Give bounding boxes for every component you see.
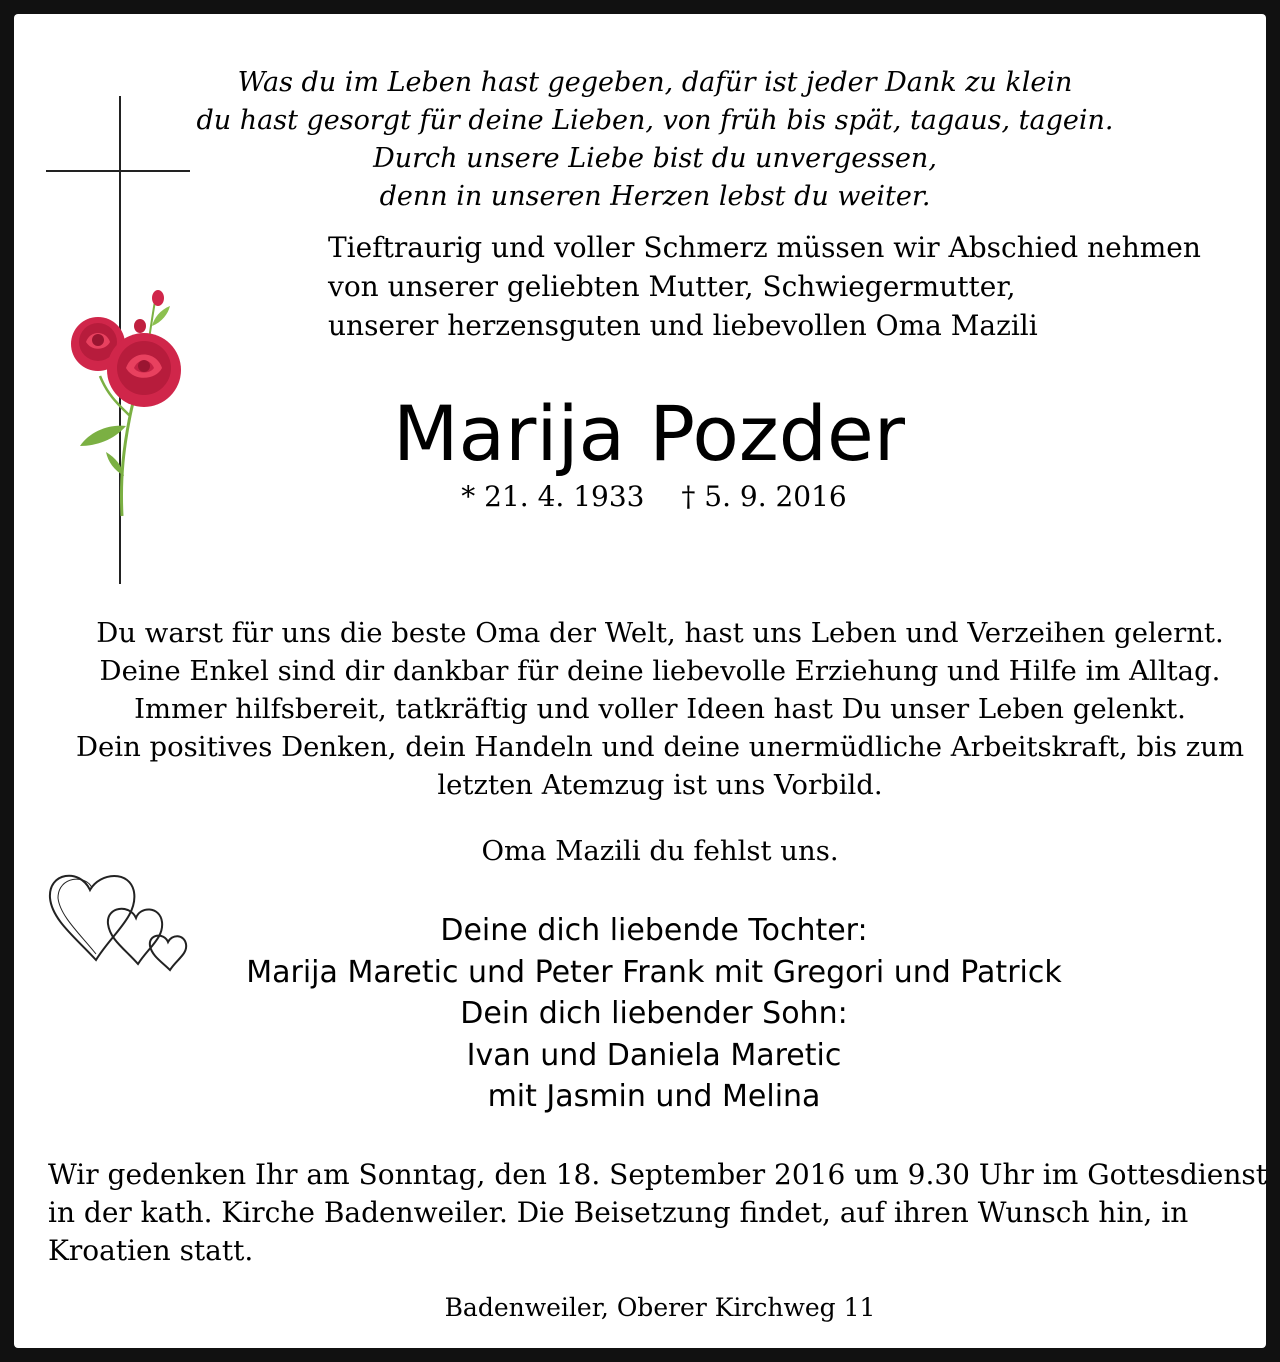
poem-line: denn in unseren Herzen lebst du weiter. xyxy=(379,181,931,212)
tribute-line: Deine Enkel sind dir dankbar für deine liebevolle Erziehung und Hilfe im Alltag. xyxy=(99,655,1221,687)
intro-line: von unserer geliebten Mutter, Schwiegermutter, xyxy=(328,270,1016,303)
intro-line: unserer herzensguten und liebevollen Oma Mazili xyxy=(328,309,1038,342)
family-line: Ivan und Daniela Maretic xyxy=(466,1037,842,1073)
family-line: mit Jasmin und Melina xyxy=(487,1079,821,1114)
family-line: Marija Maretic und Peter Frank mit Gregori und Patrick xyxy=(246,954,1062,990)
tribute-line: Dein positives Denken, dein Handeln und deine unermüdliche Arbeitskraft, bis zum xyxy=(75,731,1245,763)
family-line: Dein dich liebender Sohn: xyxy=(460,996,848,1031)
tribute-line: Immer hilfsbereit, tatkräftig und voller Ideen hast Du unser Leben gelenkt. xyxy=(134,693,1186,725)
service-line: Kroatien statt. xyxy=(48,1234,254,1267)
poem xyxy=(14,64,1280,216)
tribute-line: Du warst für uns die beste Oma der Welt, hast uns Leben und Verzeihen gelernt. xyxy=(96,617,1224,649)
tribute-text xyxy=(54,614,1266,804)
rose-icon xyxy=(60,286,190,526)
poem-line: Durch unsere Liebe bist du unvergessen, xyxy=(373,143,937,174)
birth-date: * 21. 4. 1933 xyxy=(461,480,645,513)
service-line: in der kath. Kirche Badenweiler. Die Beisetzung findet, auf ihren Wunsch hin, in xyxy=(48,1196,1189,1229)
family-signatures xyxy=(134,910,1174,1118)
tribute-line: letzten Atemzug ist uns Vorbild. xyxy=(437,769,883,801)
service-line: Wir gedenken Ihr am Sonntag, den 18. September 2016 um 9.30 Uhr im Gottesdienst xyxy=(48,1158,1267,1191)
intro-line: Tieftraurig und voller Schmerz müssen wir Abschied nehmen xyxy=(328,231,1201,264)
obituary-notice xyxy=(14,14,1266,1348)
death-date: † 5. 9. 2016 xyxy=(681,480,847,513)
intro-text xyxy=(328,228,1248,345)
address: Badenweiler, Oberer Kirchweg 11 xyxy=(444,1293,876,1322)
deceased-name: Marija Pozder xyxy=(392,389,906,478)
life-dates xyxy=(394,477,914,517)
poem-line: du hast gesorgt für deine Lieben, von früh bis spät, tagaus, tagein. xyxy=(196,105,1114,136)
service-info xyxy=(48,1156,1267,1270)
missing-line: Oma Mazili du fehlst uns. xyxy=(481,835,839,867)
family-line: Deine dich liebende Tochter: xyxy=(440,913,868,948)
poem-line: Was du im Leben hast gegeben, dafür ist jeder Dank zu klein xyxy=(237,67,1073,98)
